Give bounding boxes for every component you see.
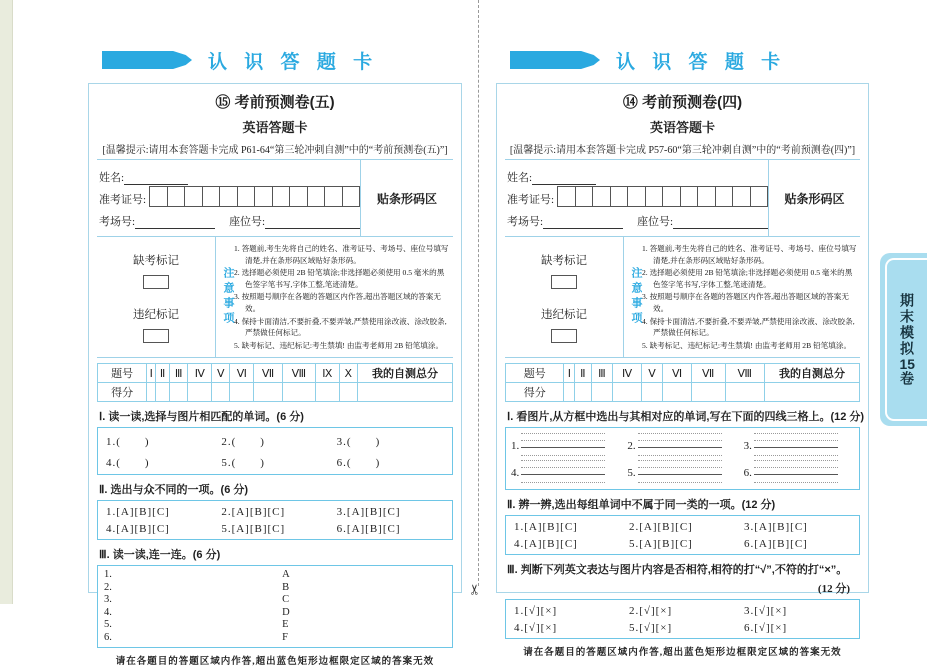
match-letter: A <box>282 569 290 581</box>
match-row[interactable] <box>98 619 452 632</box>
writing-item-number: 6. <box>743 467 752 480</box>
note-item: 1. 答题前,考生先将自己的姓名、准考证号、考场号、座位号填写清楚,并在条形码区域贴好条形码。 <box>642 244 857 265</box>
marks-column <box>505 237 624 357</box>
match-letter: B <box>282 581 290 593</box>
score-value-cell <box>147 383 156 402</box>
section2-answer-box <box>505 515 860 555</box>
answer-abc-item[interactable]: 2.[A][B][C] <box>221 505 286 518</box>
section-banner <box>510 47 869 73</box>
answer-abc-item[interactable]: 1.[A][B][C] <box>106 505 170 518</box>
answer-truefalse-item[interactable]: 1.[√][×] <box>514 604 558 617</box>
section3-heading: Ⅲ. 读一读,连一连。(6 分) <box>99 549 221 562</box>
section2-heading: Ⅱ. 选出与众不同的一项。(6 分) <box>99 484 249 497</box>
id-label: 准考证号: <box>99 194 147 206</box>
student-info-box <box>505 159 860 237</box>
room-seat-row <box>99 211 360 229</box>
writing-item-number: 5. <box>627 467 636 480</box>
answer-truefalse-item[interactable]: 2.[√][×] <box>629 604 673 617</box>
four-line-writing-grid[interactable] <box>754 460 838 483</box>
section3-heading: Ⅲ. 判断下列英文表达与图片内容是否相符,相符的打“√”,不符的打“×”。 <box>507 564 848 577</box>
note-item: 2. 选择题必须使用 2B 铅笔填涂;非选择题必须使用 0.5 毫米的黑色签字笔书写,字体工整,笔迹清楚。 <box>642 268 853 289</box>
score-table-header-row <box>98 364 453 383</box>
score-header-cell: Ⅵ <box>663 364 691 383</box>
absent-mark-label: 缺考标记 <box>133 254 179 267</box>
edge-tab-label: 期末模拟15卷 <box>899 292 915 387</box>
score-header-cell: Ⅴ <box>212 364 230 383</box>
note-item: 5. 缺考标记、违纪标记:考生禁填! 由监考老师用 2B 铅笔填涂。 <box>642 340 852 350</box>
answer-abc-item[interactable]: 4.[A][B][C] <box>514 537 578 550</box>
four-line-writing-grid[interactable] <box>638 433 722 456</box>
violation-mark-box[interactable] <box>551 329 577 343</box>
four-line-writing-grid[interactable] <box>521 433 605 456</box>
pencil-banner-icon <box>102 51 192 69</box>
score-value-cell <box>188 383 212 402</box>
answer-truefalse-item[interactable]: 6.[√][×] <box>744 621 788 634</box>
score-value-cell <box>254 383 283 402</box>
section1-answer-box <box>505 427 860 490</box>
score-header-cell: Ⅸ <box>315 364 339 383</box>
card-footer-note: 请在各题目的答题区域内作答,超出蓝色矩形边框限定区域的答案无效 <box>523 648 842 659</box>
score-header-cell: 我的自测总分 <box>765 364 860 383</box>
score-header-cell: 题号 <box>98 364 147 383</box>
section3-answer-box <box>97 565 453 648</box>
writing-item <box>508 460 624 483</box>
barcode-area: 贴条形码区 <box>768 160 860 236</box>
room-seat-row <box>507 211 768 229</box>
answer-blank-item[interactable]: 2.( ) <box>221 435 265 448</box>
notes-list <box>642 243 858 351</box>
note-item: 5. 缺考标记、违纪标记:考生禁填! 由监考老师用 2B 铅笔填涂。 <box>234 340 444 350</box>
score-header-cell: Ⅷ <box>725 364 764 383</box>
answer-card <box>496 83 869 659</box>
writing-item <box>741 433 857 456</box>
answer-truefalse-item[interactable]: 4.[√][×] <box>514 621 558 634</box>
seat-label: 座位号: <box>637 216 674 228</box>
room-label: 考场号: <box>507 216 544 228</box>
seat-input-line[interactable] <box>265 216 360 229</box>
score-value-cell <box>564 383 575 402</box>
score-header-cell: Ⅶ <box>254 364 283 383</box>
match-letter: D <box>282 606 290 618</box>
student-info-box <box>97 159 453 237</box>
section2-answer-box <box>97 500 453 540</box>
warm-tip: [温馨提示:请用本套答题卡完成 P61-64“第三轮冲刺自测”中的“考前预测卷(五)”] <box>102 145 448 156</box>
candidate-id-row <box>507 189 768 207</box>
warm-tip: [温馨提示:请用本套答题卡完成 P57-60“第三轮冲刺自测”中的“考前预测卷(四)”] <box>509 145 856 156</box>
writing-item-number: 4. <box>511 467 520 480</box>
score-header-cell: Ⅹ <box>339 364 357 383</box>
score-value-cell <box>212 383 230 402</box>
answer-abc-item[interactable]: 3.[A][B][C] <box>336 505 401 518</box>
room-input-line[interactable] <box>543 216 623 229</box>
answer-blank-item[interactable]: 6.( ) <box>336 456 381 469</box>
match-number: 6. <box>104 631 112 643</box>
score-header-cell: Ⅳ <box>188 364 212 383</box>
notice-box <box>505 237 860 358</box>
match-letter: E <box>282 619 289 631</box>
pencil-banner-icon <box>510 51 600 69</box>
score-header-cell: Ⅶ <box>691 364 725 383</box>
answer-abc-item[interactable]: 2.[A][B][C] <box>629 520 693 533</box>
writing-item <box>741 460 857 483</box>
card-footer-note: 请在各题目的答题区域内作答,超出蓝色矩形边框限定区域的答案无效 <box>115 657 435 668</box>
note-item: 3. 按照题号顺序在各题的答题区内作答,超出答题区域的答案无效。 <box>234 292 441 313</box>
notice-vertical-label: 注意事项 <box>222 267 234 327</box>
seat-input-line[interactable] <box>673 216 768 229</box>
violation-mark-group <box>541 306 587 343</box>
note-item: 1. 答题前,考生先将自己的姓名、准考证号、考场号、座位号填写清楚,并在条形码区域贴好条形码。 <box>234 244 449 265</box>
student-info-fields <box>505 160 768 236</box>
card-title: ⑭ 考前预测卷(四) <box>622 94 743 111</box>
edge-tab <box>880 253 927 426</box>
score-header-cell: Ⅵ <box>230 364 254 383</box>
answer-abc-item[interactable]: 6.[A][B][C] <box>744 537 808 550</box>
match-row[interactable] <box>98 594 452 607</box>
name-row <box>99 167 360 185</box>
violation-mark-label: 违纪标记 <box>541 308 587 321</box>
banner-title: 认 识 答 题 卡 <box>616 51 787 73</box>
score-header-cell: 题号 <box>506 364 564 383</box>
answer-sheet-page-right <box>496 47 869 659</box>
match-number: 2. <box>104 581 112 593</box>
name-input-line[interactable] <box>532 172 596 185</box>
score-header-cell: 我的自测总分 <box>358 364 453 383</box>
answer-blank-item[interactable]: 4.( ) <box>106 456 150 469</box>
writing-item-number: 2. <box>627 440 636 453</box>
name-label: 姓名: <box>99 172 125 184</box>
answer-card <box>88 83 462 668</box>
name-label: 姓名: <box>507 172 533 184</box>
score-table-header-row <box>506 364 860 383</box>
section1-answer-box <box>97 427 453 475</box>
score-header-cell: Ⅲ <box>591 364 613 383</box>
room-input-line[interactable] <box>135 216 215 229</box>
room-label: 考场号: <box>99 216 136 228</box>
match-row[interactable] <box>98 607 452 620</box>
section1-heading: Ⅰ. 读一读,选择与图片相匹配的单词。(6 分) <box>99 411 304 424</box>
answer-blank-item[interactable]: 3.( ) <box>336 435 381 448</box>
answer-abc-item[interactable]: 4.[A][B][C] <box>106 522 170 535</box>
absent-mark-label: 缺考标记 <box>541 254 587 267</box>
answer-blank-item[interactable]: 1.( ) <box>106 435 150 448</box>
match-number: 3. <box>104 594 112 606</box>
match-row[interactable] <box>98 569 452 582</box>
answer-blank-item[interactable]: 5.( ) <box>221 456 265 469</box>
name-input-line[interactable] <box>124 172 188 185</box>
candidate-id-row <box>99 189 360 207</box>
score-value-cell <box>725 383 764 402</box>
score-table <box>97 363 453 402</box>
match-row[interactable] <box>98 632 452 645</box>
candidate-number-grid[interactable] <box>557 186 768 207</box>
violation-mark-label: 违纪标记 <box>133 308 179 321</box>
violation-mark-group <box>133 306 179 343</box>
four-line-writing-grid[interactable] <box>521 460 605 483</box>
score-value-cell <box>230 383 254 402</box>
card-subtitle: 英语答题卡 <box>242 120 308 135</box>
score-value-cell <box>591 383 613 402</box>
answer-abc-item[interactable]: 3.[A][B][C] <box>744 520 808 533</box>
violation-mark-box[interactable] <box>143 329 169 343</box>
score-header-cell: Ⅷ <box>282 364 315 383</box>
scissors-icon: ✂ <box>466 583 483 596</box>
score-value-cell <box>358 383 453 402</box>
score-value-cell <box>641 383 663 402</box>
writing-item-number: 1. <box>511 440 520 453</box>
score-value-cell: 得分 <box>98 383 147 402</box>
absent-mark-group <box>541 252 587 289</box>
note-item: 4. 保持卡面清洁,不要折叠,不要弄皱,严禁使用涂改液、涂改胶条,严禁做任何标记。 <box>234 316 447 338</box>
note-item: 3. 按照题号顺序在各题的答题区内作答,超出答题区域的答案无效。 <box>642 292 849 313</box>
absent-mark-box[interactable] <box>551 275 577 289</box>
answer-abc-item[interactable]: 1.[A][B][C] <box>514 520 578 533</box>
writing-item <box>508 433 624 456</box>
score-value-cell <box>575 383 591 402</box>
score-value-cell <box>663 383 691 402</box>
score-header-cell: Ⅱ <box>156 364 170 383</box>
match-row[interactable] <box>98 582 452 595</box>
score-header-cell: Ⅱ <box>575 364 591 383</box>
note-item: 2. 选择题必须使用 2B 铅笔填涂;非选择题必须使用 0.5 毫米的黑色签字笔书写,字体工整,笔迹清楚。 <box>234 268 445 289</box>
section2-heading: Ⅱ. 辨一辨,选出每组单词中不属于同一类的一项。(12 分) <box>507 499 776 512</box>
score-table <box>505 363 860 402</box>
absent-mark-group <box>133 252 179 289</box>
score-value-cell <box>156 383 170 402</box>
cut-dashed-line <box>478 0 479 586</box>
four-line-writing-grid[interactable] <box>754 433 838 456</box>
section3-answer-box <box>505 599 860 639</box>
banner-title: 认 识 答 题 卡 <box>208 51 379 73</box>
section-banner <box>102 47 462 73</box>
edge-tab-border <box>885 258 927 421</box>
marks-column <box>97 237 216 357</box>
score-value-cell <box>613 383 641 402</box>
score-value-cell <box>691 383 725 402</box>
score-value-cell <box>339 383 357 402</box>
writing-item <box>624 433 740 456</box>
seat-label: 座位号: <box>229 216 266 228</box>
score-value-cell <box>765 383 860 402</box>
notice-vertical-label: 注意事项 <box>630 267 642 327</box>
score-header-cell: Ⅴ <box>641 364 663 383</box>
match-letter: F <box>282 631 288 643</box>
score-value-cell <box>282 383 315 402</box>
card-subtitle: 英语答题卡 <box>649 120 715 135</box>
name-row <box>507 167 768 185</box>
score-value-cell: 得分 <box>506 383 564 402</box>
match-letter: C <box>282 594 290 606</box>
answer-abc-item[interactable]: 6.[A][B][C] <box>336 522 401 535</box>
score-header-cell: Ⅰ <box>564 364 575 383</box>
score-value-cell <box>315 383 339 402</box>
writing-item-number: 3. <box>743 440 752 453</box>
score-header-cell: Ⅳ <box>613 364 641 383</box>
score-table-score-row <box>98 383 453 402</box>
notice-box <box>97 237 453 358</box>
score-table-score-row <box>506 383 860 402</box>
id-label: 准考证号: <box>507 194 555 206</box>
notes-area <box>216 237 453 357</box>
score-header-cell: Ⅰ <box>147 364 156 383</box>
note-item: 4. 保持卡面清洁,不要折叠,不要弄皱,严禁使用涂改液、涂改胶条,严禁做任何标记。 <box>642 316 855 338</box>
page-edge-strip <box>0 0 13 604</box>
notes-area <box>624 237 860 357</box>
answer-sheet-page-left <box>88 47 462 668</box>
score-header-cell: Ⅲ <box>169 364 187 383</box>
section1-heading: Ⅰ. 看图片,从方框中选出与其相对应的单词,写在下面的四线三格上。(12 分) <box>507 411 865 424</box>
barcode-area: 贴条形码区 <box>360 160 453 236</box>
section3-score: (12 分) <box>817 583 850 596</box>
match-number: 5. <box>104 619 112 631</box>
notes-list <box>234 243 451 351</box>
match-number: 1. <box>104 569 112 581</box>
student-info-fields <box>97 160 360 236</box>
candidate-number-grid[interactable] <box>149 186 360 207</box>
score-value-cell <box>169 383 187 402</box>
answer-truefalse-item[interactable]: 5.[√][×] <box>629 621 673 634</box>
answer-abc-item[interactable]: 5.[A][B][C] <box>221 522 286 535</box>
writing-item <box>624 460 740 483</box>
card-title: ⑮ 考前预测卷(五) <box>215 94 335 111</box>
match-number: 4. <box>104 606 112 618</box>
absent-mark-box[interactable] <box>143 275 169 289</box>
answer-abc-item[interactable]: 5.[A][B][C] <box>629 537 693 550</box>
answer-truefalse-item[interactable]: 3.[√][×] <box>744 604 788 617</box>
four-line-writing-grid[interactable] <box>638 460 722 483</box>
